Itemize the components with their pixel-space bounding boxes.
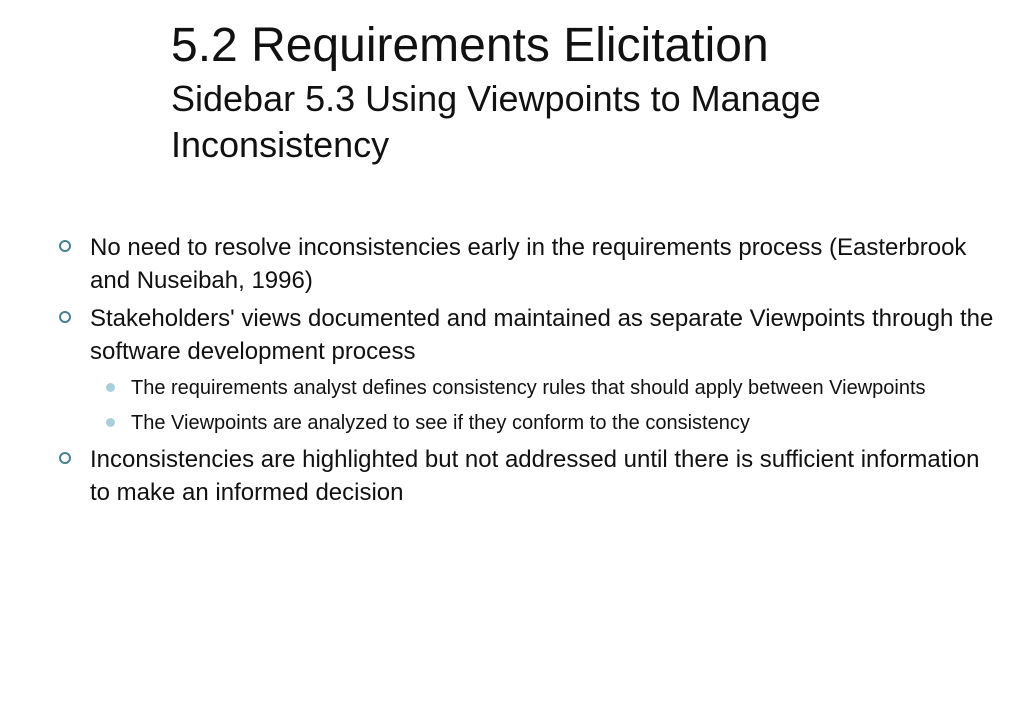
sub-bullet-item bbox=[90, 373, 951, 404]
filled-circle-bullet-icon bbox=[106, 383, 115, 392]
sub-bullet-item bbox=[90, 408, 951, 439]
bullet-item bbox=[55, 443, 1005, 509]
slide-subtitle: Sidebar 5.3 Using Viewpoints to Manage Inconsistency bbox=[171, 78, 821, 165]
hollow-circle-bullet-icon bbox=[59, 311, 71, 323]
bullet-text: No need to resolve inconsistencies early in the requirements process (Easterbrook and Nuseibah, 1996) bbox=[90, 234, 967, 294]
slide-title: 5.2 Requirements Elicitation bbox=[171, 19, 769, 72]
sub-bullet-text: The requirements analyst defines consistency rules that should apply between Viewpoints bbox=[131, 377, 926, 399]
hollow-circle-bullet-icon bbox=[59, 240, 71, 252]
bullet-list bbox=[55, 231, 1005, 514]
hollow-circle-bullet-icon bbox=[59, 452, 71, 464]
bullet-item bbox=[55, 231, 1005, 297]
sub-bullet-text: The Viewpoints are analyzed to see if they conform to the consistency bbox=[131, 412, 750, 434]
bullet-text: Stakeholders' views documented and maintained as separate Viewpoints through the software development process bbox=[90, 305, 994, 365]
filled-circle-bullet-icon bbox=[106, 418, 115, 427]
bullet-item bbox=[55, 302, 1005, 368]
title-block bbox=[171, 18, 991, 168]
bullet-text: Inconsistencies are highlighted but not addressed until there is sufficient information to make an informed decision bbox=[90, 446, 980, 506]
